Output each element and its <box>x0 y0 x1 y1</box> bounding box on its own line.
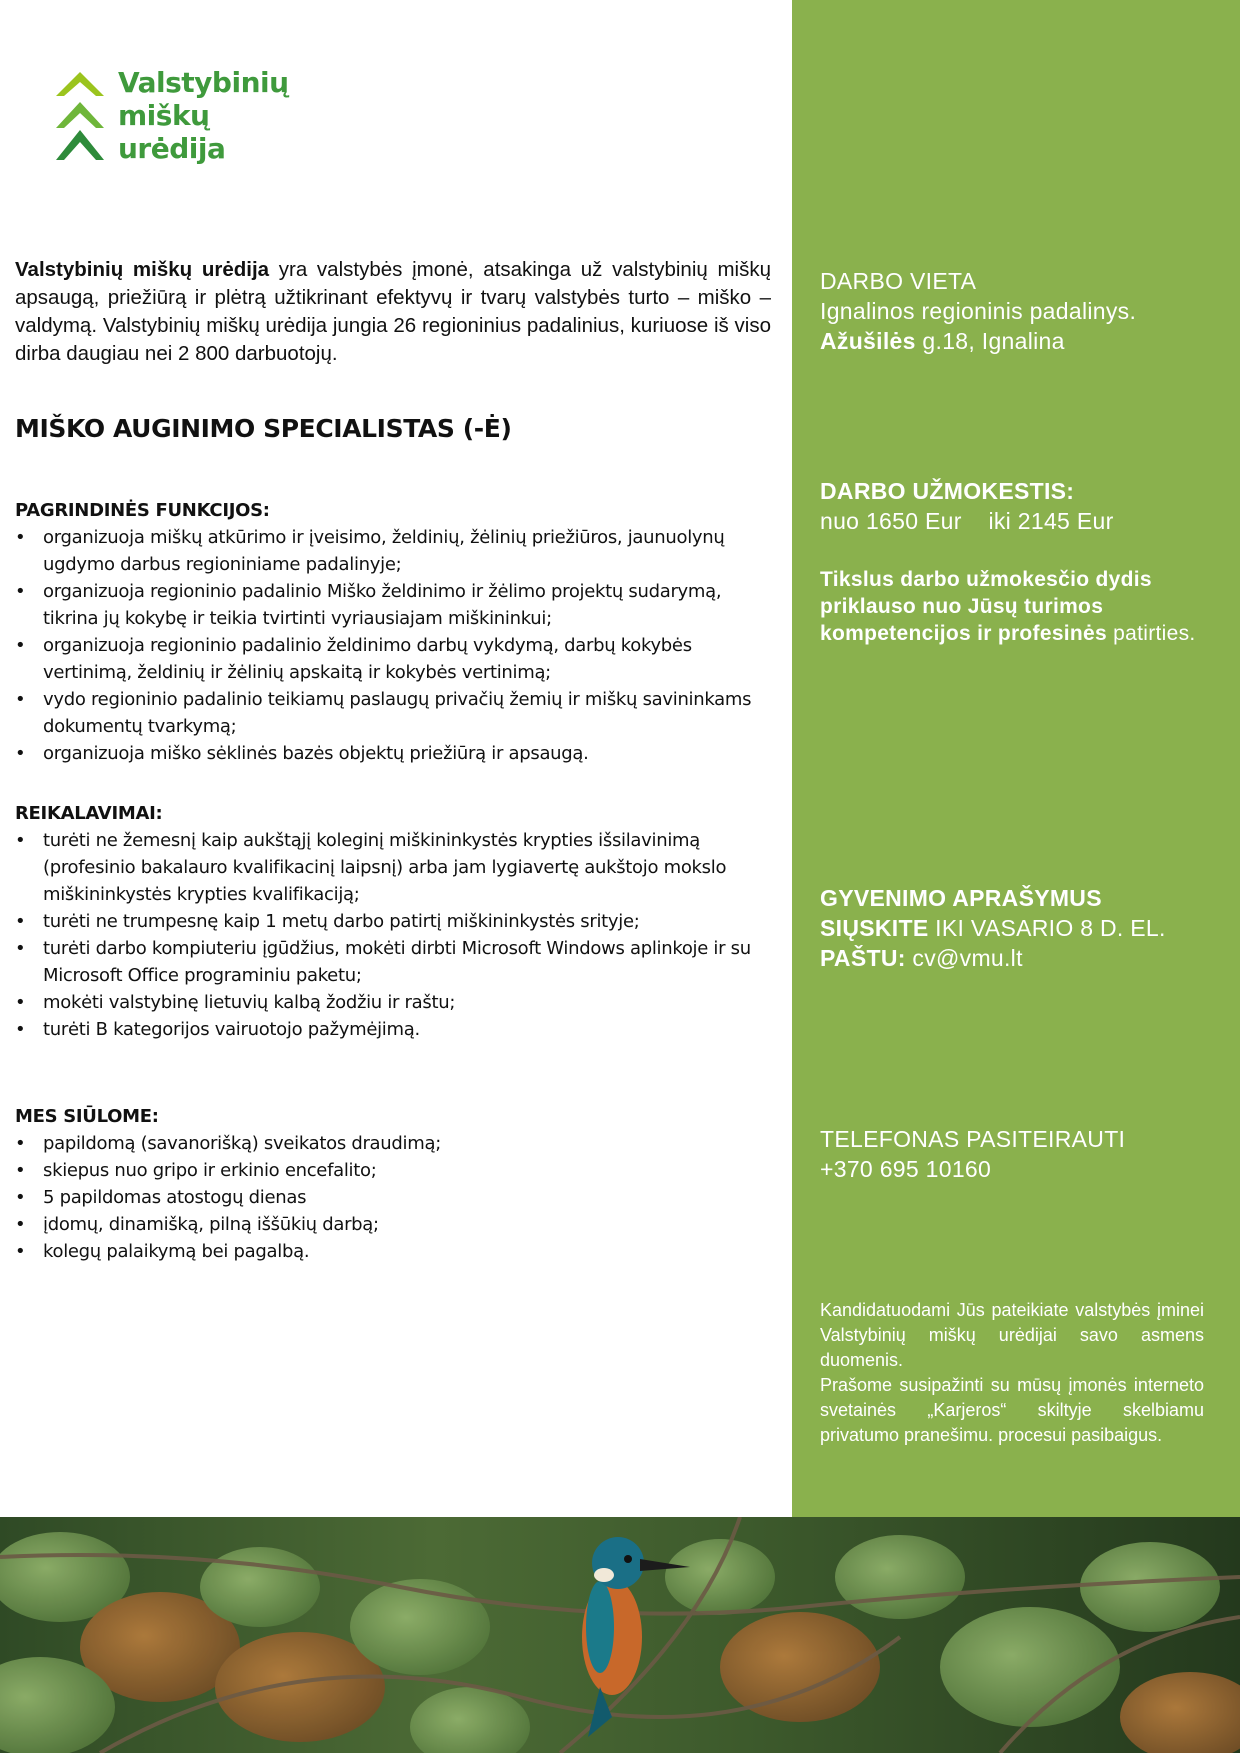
phone-block <box>820 1124 1212 1184</box>
workplace-addr-rest: g.18, Ignalina <box>915 328 1065 354</box>
nature-photo-illustration <box>0 1517 1240 1753</box>
list-item: • įdomų, dinamišką, pilną iššūkių darbą; <box>15 1211 780 1238</box>
list-item: • papildomą (savanorišką) sveikatos draudimą; <box>15 1130 780 1157</box>
phone-label: TELEFONAS PASITEIRAUTI <box>820 1126 1126 1152</box>
privacy-line-1: Kandidatuodami Jūs pateikiate valstybės įminei Valstybinių miškų urėdijai savo asmens duomenis. <box>820 1300 1204 1370</box>
cv-mail-label: PAŠTU: <box>820 945 906 971</box>
tree-logo-icon <box>54 66 106 170</box>
privacy-note <box>820 1298 1204 1448</box>
workplace-address <box>820 326 1212 356</box>
sidebar-panel <box>792 0 1240 1517</box>
list-item: • turėti darbo kompiuteriu įgūdžius, mokėti dirbti Microsoft Windows aplinkoje ir su Microsoft Office programiniu paketu; <box>15 935 780 989</box>
cv-line-3 <box>820 943 1212 973</box>
workplace-block <box>820 266 1212 356</box>
logo-line-2: miškų <box>118 99 210 132</box>
list-item: • turėti ne žemesnį kaip aukštąjį koleginį miškininkystės krypties išsilavinimą (profesinio bakalauro kvalifikacinį laipsnį) arba jam lygiavertę aukštojo mokslo miškininkystės krypties kvalifikaciją; <box>15 827 780 908</box>
cv-send: SIŲSKITE <box>820 915 929 941</box>
cv-deadline: IKI VASARIO 8 D. EL. <box>928 915 1166 941</box>
company-logo <box>54 66 294 176</box>
list-item: • kolegų palaikymą bei pagalbą. <box>15 1238 780 1265</box>
salary-label: DARBO UŽMOKESTIS: <box>820 478 1075 504</box>
cv-email[interactable]: cv@vmu.lt <box>905 945 1023 971</box>
intro-paragraph <box>15 256 771 368</box>
cv-line-1: GYVENIMO APRAŠYMUS <box>820 885 1102 911</box>
job-title: MIŠKO AUGINIMO SPECIALISTAS (-Ė) <box>15 414 512 443</box>
list-item: • organizuoja miškų atkūrimo ir įveisimo, želdinių, žėlinių priežiūros, jaunuolynų ugdymo darbus regioniniame padalinyje; <box>15 524 780 578</box>
cv-line-2 <box>820 913 1212 943</box>
phone-number[interactable]: +370 695 10160 <box>820 1156 992 1182</box>
salary-range: nuo 1650 Eur iki 2145 Eur <box>820 508 1114 534</box>
list-item: • mokėti valstybinę lietuvių kalbą žodžiu ir raštu; <box>15 989 780 1016</box>
list-item: • 5 papildomas atostogų dienas <box>15 1184 780 1211</box>
workplace-street: Ažušilės <box>820 328 916 354</box>
functions-list <box>15 524 780 767</box>
logo-line-1: Valstybinių <box>118 66 289 99</box>
list-item: • organizuoja miško sėklinės bazės objektų priežiūrą ir apsaugą. <box>15 740 780 767</box>
list-item: • organizuoja regioninio padalinio Miško želdinimo ir žėlimo projektų sudarymą, tikrina jų kokybę ir teikia tvirtinti vyriausiajam miškininkui; <box>15 578 780 632</box>
intro-org-name: Valstybinių miškų urėdija <box>15 257 270 281</box>
salary-note-rest: patirties. <box>1107 622 1196 645</box>
workplace-unit: Ignalinos regioninis padalinys. <box>820 298 1137 324</box>
functions-heading: PAGRINDINĖS FUNKCIJOS: <box>15 500 270 521</box>
list-item: • turėti B kategorijos vairuotojo pažymėjimą. <box>15 1016 780 1043</box>
logo-wordmark <box>118 66 289 165</box>
cv-block <box>820 883 1212 973</box>
intro-text: yra valstybės įmonė, atsakinga už valstybinių miškų apsaugą, priežiūrą ir plėtrą užtikrinant efektyvų ir tvarų valstybės turto – miško – valdymą. Valstybinių miškų urėdija jungia 26 regioninius padalinius, kuriuose iš viso dirba daugiau nei 2 800 darbuotojų. <box>15 257 771 365</box>
kingfisher-photo <box>0 1517 1240 1753</box>
list-item: • skiepus nuo gripo ir erkinio encefalito; <box>15 1157 780 1184</box>
requirements-list <box>15 827 780 1043</box>
requirements-heading: REIKALAVIMAI: <box>15 803 163 824</box>
salary-block <box>820 476 1212 536</box>
workplace-label: DARBO VIETA <box>820 268 977 294</box>
salary-note <box>820 566 1212 647</box>
requirements-section <box>15 800 780 1043</box>
offer-list <box>15 1130 780 1265</box>
logo-line-3: urėdija <box>118 132 226 165</box>
offer-section <box>15 1103 780 1265</box>
salary-note-bold: Tikslus darbo užmokesčio dydis priklauso nuo Jūsų turimos kompetencijos ir profesinės <box>820 568 1152 645</box>
privacy-line-2: Prašome susipažinti su mūsų įmonės interneto svetainės „Karjeros“ skiltyje skelbiamu privatumo pranešimu. procesui pasibaigus. <box>820 1375 1204 1445</box>
functions-section <box>15 497 780 767</box>
list-item: • vydo regioninio padalinio teikiamų paslaugų privačių žemių ir miškų savininkams dokumentų tvarkymą; <box>15 686 780 740</box>
offer-heading: MES SIŪLOME: <box>15 1106 159 1127</box>
list-item: • turėti ne trumpesnę kaip 1 metų darbo patirtį miškininkystės srityje; <box>15 908 780 935</box>
list-item: • organizuoja regioninio padalinio želdinimo darbų vykdymą, darbų kokybės vertinimą, želdinių ir žėlinių apskaitą ir kokybės vertinimą; <box>15 632 780 686</box>
